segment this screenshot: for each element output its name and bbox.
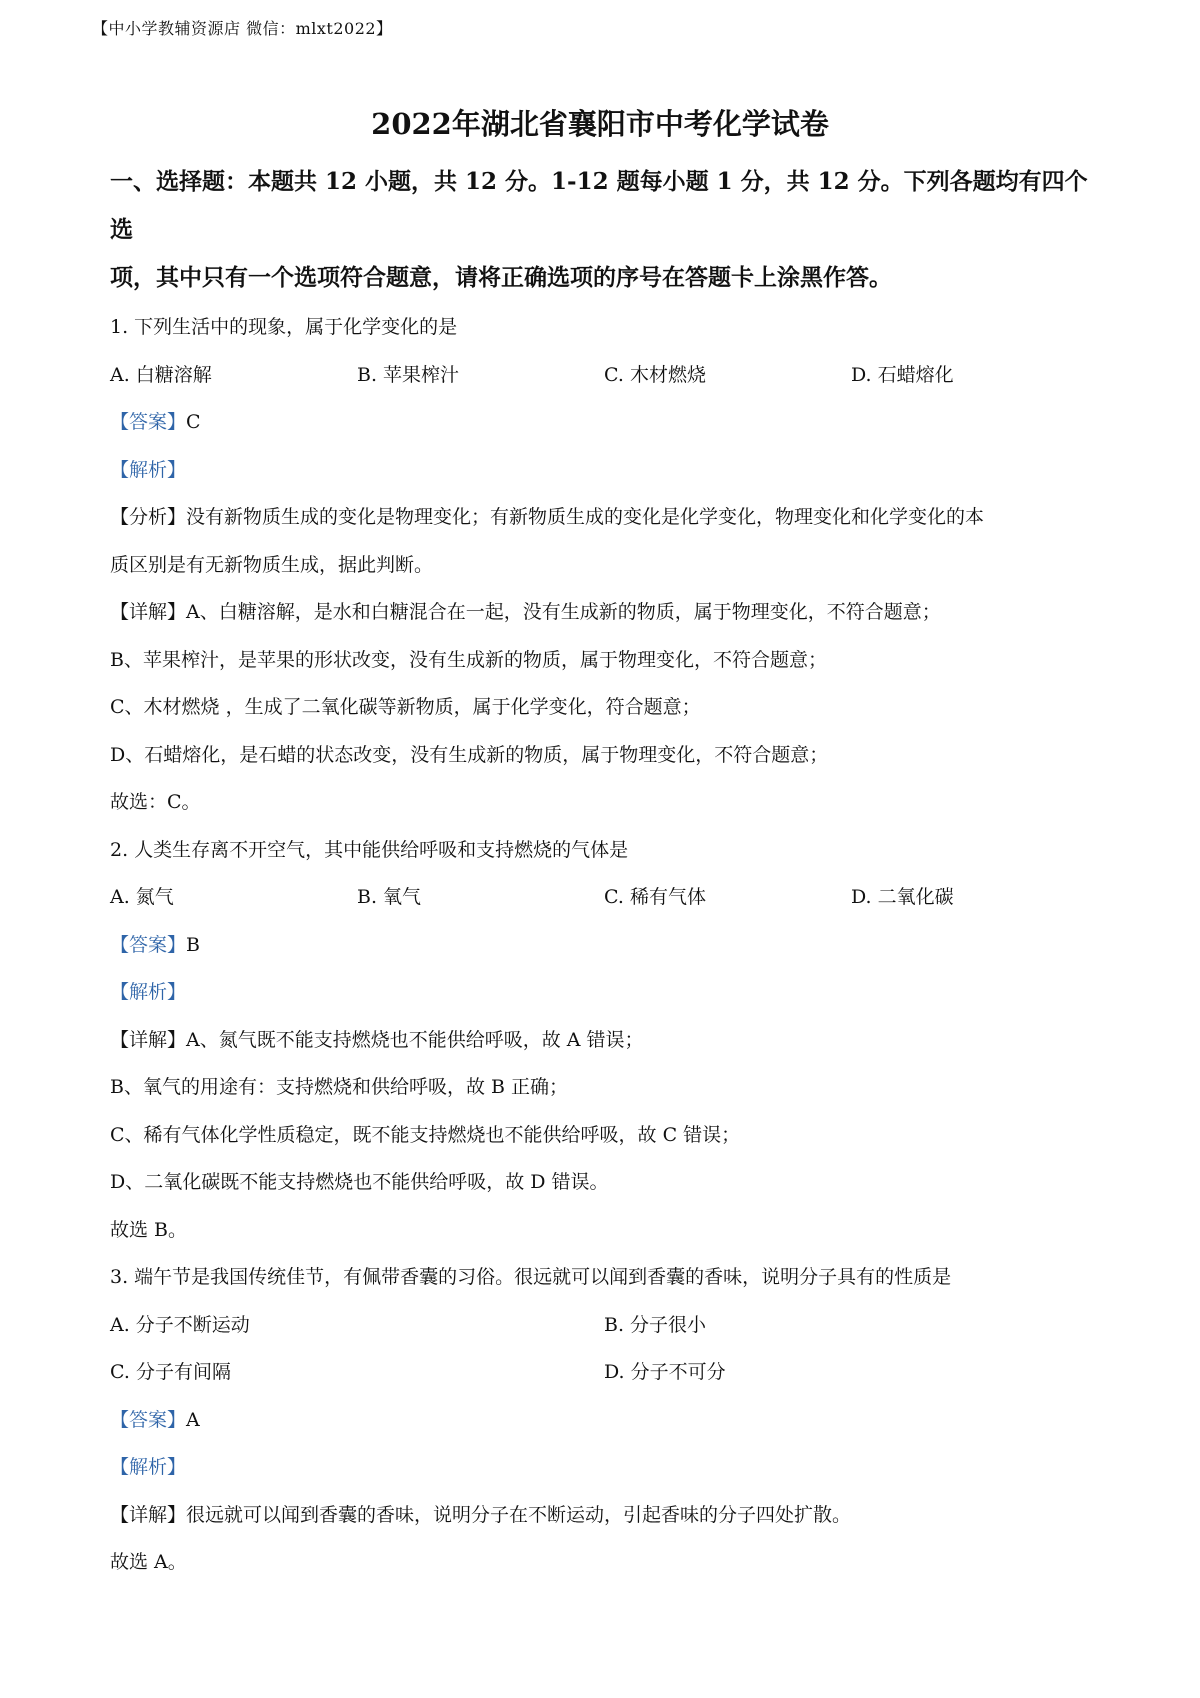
analysis-line [110,969,1100,1017]
option-b: B. 氧气 [357,886,422,908]
question-stem: 2. 人类生存离不开空气，其中能供给呼吸和支持燃烧的气体是 [110,838,629,861]
option-b: B. 苹果榨汁 [357,363,460,386]
detail-tag: 【详解】 [110,1503,187,1526]
detail-line: C、稀有气体化学性质稳定，既不能支持燃烧也不能供给呼吸，故 C 错误； [110,1123,741,1146]
answer-value: B [186,933,200,956]
answer-line [110,399,1100,447]
option-b: B. 分子很小 [604,1313,707,1336]
question-stem: 1. 下列生活中的现象，属于化学变化的是 [110,316,458,338]
answer-value: C [186,411,201,433]
answer-line [110,1397,1100,1445]
answer-tag: 【答案】 [110,411,187,433]
detail-line [110,1017,1100,1065]
option-c: C. 木材燃烧 [604,363,706,386]
options-row [110,874,1100,922]
detail-text: 很远就可以闻到香囊的香味，说明分子在不断运动，引起香味的分子四处扩散。 [186,1503,852,1526]
option-a: A. 分子不断运动 [110,1313,250,1336]
detail-line: C、木材燃烧 ，生成了二氧化碳等新物质，属于化学变化，符合题意； [110,696,701,718]
answer-value: A [186,1408,200,1431]
section-heading-line: 项，其中只有一个选项符合题意，请将正确选项的序号在答题卡上涂黑作答。 [110,264,892,291]
conclusion-line: 故选 B。 [110,1218,188,1241]
detail-line [110,1492,1100,1540]
analysis-tag: 【解析】 [110,1456,187,1478]
detail-line [110,589,1100,637]
detail-tag: 【详解】 [110,1028,187,1051]
section-heading-line: 一、选择题：本题共 12 小题，共 12 分。1-12 题每小题 1 分，共 12 分。下列各题均有四个选 [110,168,1088,243]
analysis-line [110,447,1100,495]
detail-text: A、氮气既不能支持燃烧也不能供给呼吸，故 A 错误； [186,1028,644,1051]
header-note: 【中小学教辅资源店 微信：mlxt2022】 [92,19,393,38]
option-d: D. 石蜡熔化 [851,363,954,386]
detail-tag: 【详解】 [110,601,187,623]
fenxi-tag: 【分析】 [110,506,187,528]
answer-line [110,922,1100,970]
detail-text: A、白糖溶解，是水和白糖混合在一起，没有生成新的物质，属于物理变化，不符合题意； [186,601,941,623]
analysis-tag: 【解析】 [110,458,187,481]
conclusion-line: 故选 A。 [110,1551,187,1573]
options-row [110,352,1100,400]
options-row [110,1302,1100,1350]
question-2 [110,827,1100,1255]
option-d: D. 二氧化碳 [851,886,954,908]
fenxi-line [110,494,1100,542]
option-a: A. 氮气 [110,886,174,908]
option-a: A. 白糖溶解 [110,363,212,386]
option-d: D. 分子不可分 [604,1361,726,1383]
section-heading [110,158,1100,302]
option-c: C. 分子有间隔 [110,1361,231,1383]
fenxi-line-cont: 质区别是有无新物质生成，据此判断。 [110,553,434,576]
analysis-line [110,1444,1100,1492]
answer-tag: 【答案】 [110,1408,187,1431]
question-1 [110,304,1100,827]
fenxi-text: 没有新物质生成的变化是物理变化；有新物质生成的变化是化学变化，物理变化和化学变化的本 [186,506,985,528]
document-body [110,158,1100,1587]
detail-line: B、苹果榨汁，是苹果的形状改变，没有生成新的物质，属于物理变化，不符合题意； [110,648,827,671]
analysis-tag: 【解析】 [110,981,187,1003]
question-3 [110,1254,1100,1587]
conclusion-line: 故选：C。 [110,791,201,813]
detail-line: B、氧气的用途有：支持燃烧和供给呼吸，故 B 正确； [110,1076,569,1098]
option-c: C. 稀有气体 [604,886,706,908]
question-stem: 3. 端午节是我国传统佳节，有佩带香囊的习俗。很远就可以闻到香囊的香味，说明分子具有的性质是 [110,1266,952,1288]
answer-tag: 【答案】 [110,933,187,956]
page-title: 2022年湖北省襄阳市中考化学试卷 [371,107,829,141]
detail-line: D、石蜡熔化，是石蜡的状态改变，没有生成新的物质，属于物理变化，不符合题意； [110,743,829,766]
options-row [110,1349,1100,1397]
detail-line: D、二氧化碳既不能支持燃烧也不能供给呼吸，故 D 错误。 [110,1171,609,1193]
